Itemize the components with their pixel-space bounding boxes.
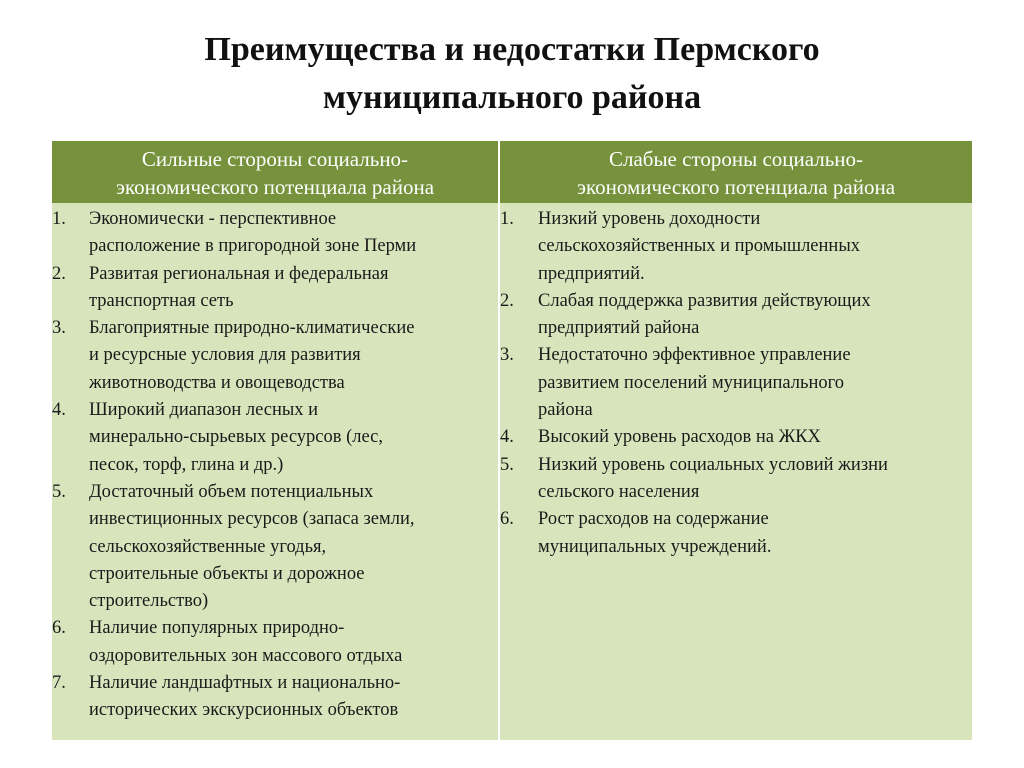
strength-item-number: 4. [52, 400, 66, 421]
strength-item [52, 261, 498, 316]
weakness-item-number: 4. [500, 427, 514, 448]
weakness-item [500, 452, 972, 507]
strength-item-text-line: Широкий диапазон лесных и [89, 400, 319, 421]
strength-item-text-line: Благоприятные природно-климатические [89, 318, 415, 339]
strength-item-text [89, 479, 498, 615]
strength-item-text-line: минерально-сырьевых ресурсов (лес, [89, 427, 384, 448]
weakness-item-text-line: Низкий уровень доходности [538, 209, 761, 229]
weakness-item-text-line: сельскохозяйственных и промышленных [538, 236, 860, 257]
strength-item [52, 397, 498, 479]
header-weaknesses-line-2: экономического потенциала района [576, 175, 896, 199]
strength-item-text-line: исторических экскурсионных объектов [89, 700, 399, 721]
strength-item-text-line: Наличие ландшафтных и национально- [89, 673, 401, 694]
weakness-item-text-line: муниципальных учреждений. [538, 536, 772, 557]
table-body-row [52, 203, 972, 740]
strength-item-text-line: Наличие популярных природно- [89, 618, 345, 639]
weakness-item-text-line: района [538, 400, 593, 421]
strength-item-text-line: Достаточный объем потенциальных [89, 481, 374, 502]
weakness-item-text-line: Рост расходов на содержание [538, 509, 769, 530]
weakness-item-text-line: Недостаточно эффективное управление [538, 345, 851, 366]
strength-item-text-line: расположение в пригородной зоне Перми [89, 236, 417, 257]
strengths-list [52, 206, 498, 725]
strength-item-text [89, 397, 498, 479]
header-weaknesses-line-1: Слабые стороны социально- [608, 147, 864, 171]
weaknesses-cell [500, 203, 972, 740]
weakness-item-text-line: предприятий. [538, 263, 645, 284]
strength-item-number: 5. [52, 481, 66, 502]
weakness-item-number: 6. [500, 509, 514, 530]
strength-item [52, 615, 498, 670]
header-strengths-line-1: Сильные стороны социально- [141, 147, 409, 171]
weakness-item-text [538, 424, 972, 451]
strength-item-text [89, 206, 498, 261]
weakness-item [500, 206, 972, 288]
swot-table [52, 141, 972, 740]
weakness-item-text-line: Низкий уровень социальных условий жизни [538, 454, 888, 475]
weakness-item-text-line: Высокий уровень расходов на ЖКХ [538, 427, 821, 448]
strength-item-text [89, 670, 498, 725]
weaknesses-list [500, 206, 972, 561]
weakness-item-text [538, 206, 972, 288]
weakness-item-text [538, 452, 972, 507]
strength-item-number: 6. [52, 618, 66, 639]
slide-title-line-2: муниципального района [322, 79, 702, 116]
strength-item-text-line: Развитая региональная и федеральная [89, 263, 389, 284]
strength-item [52, 670, 498, 725]
strength-item-number: 3. [52, 318, 66, 339]
weakness-item-text [538, 506, 972, 561]
slide-title [0, 26, 1024, 122]
strength-item-number: 2. [52, 263, 66, 284]
strength-item-number: 7. [52, 673, 66, 694]
weakness-item [500, 506, 972, 561]
weakness-item-number: 1. [500, 209, 514, 229]
strength-item-text [89, 315, 498, 397]
strength-item-number: 1. [52, 209, 66, 229]
weakness-item-number: 3. [500, 345, 514, 366]
weakness-item-text [538, 288, 972, 343]
strength-item-text-line: строительство) [89, 591, 209, 612]
slide-title-line-1: Преимущества и недостатки Пермского [204, 31, 820, 68]
strength-item-text-line: и ресурсные условия для развития [89, 345, 361, 366]
strength-item [52, 206, 498, 261]
weakness-item [500, 342, 972, 424]
header-weaknesses [500, 141, 972, 203]
strength-item-text-line: оздоровительных зон массового отдыха [89, 645, 403, 666]
strength-item-text-line: животноводства и овощеводства [89, 372, 345, 393]
strength-item-text-line: строительные объекты и дорожное [89, 563, 365, 584]
strength-item [52, 479, 498, 615]
header-strengths [52, 141, 500, 203]
strength-item-text-line: Экономически - перспективное [89, 209, 337, 229]
weakness-item-text-line: развитием поселений муниципального [538, 372, 844, 393]
weakness-item [500, 424, 972, 451]
weakness-item-number: 2. [500, 290, 514, 311]
strengths-cell [52, 203, 500, 740]
weakness-item-number: 5. [500, 454, 514, 475]
weakness-item-text-line: предприятий района [538, 318, 700, 339]
strength-item-text-line: сельскохозяйственные угодья, [89, 536, 327, 557]
strength-item-text-line: транспортная сеть [89, 290, 234, 311]
table-header-row [52, 141, 972, 203]
strength-item [52, 315, 498, 397]
strength-item-text-line: инвестиционных ресурсов (запаса земли, [89, 509, 415, 530]
header-strengths-line-2: экономического потенциала района [115, 175, 435, 199]
weakness-item-text-line: сельского населения [538, 481, 700, 502]
weakness-item-text [538, 342, 972, 424]
strength-item-text-line: песок, торф, глина и др.) [89, 454, 284, 475]
strength-item-text [89, 615, 498, 670]
strength-item-text [89, 261, 498, 316]
weakness-item-text-line: Слабая поддержка развития действующих [538, 290, 871, 311]
weakness-item [500, 288, 972, 343]
